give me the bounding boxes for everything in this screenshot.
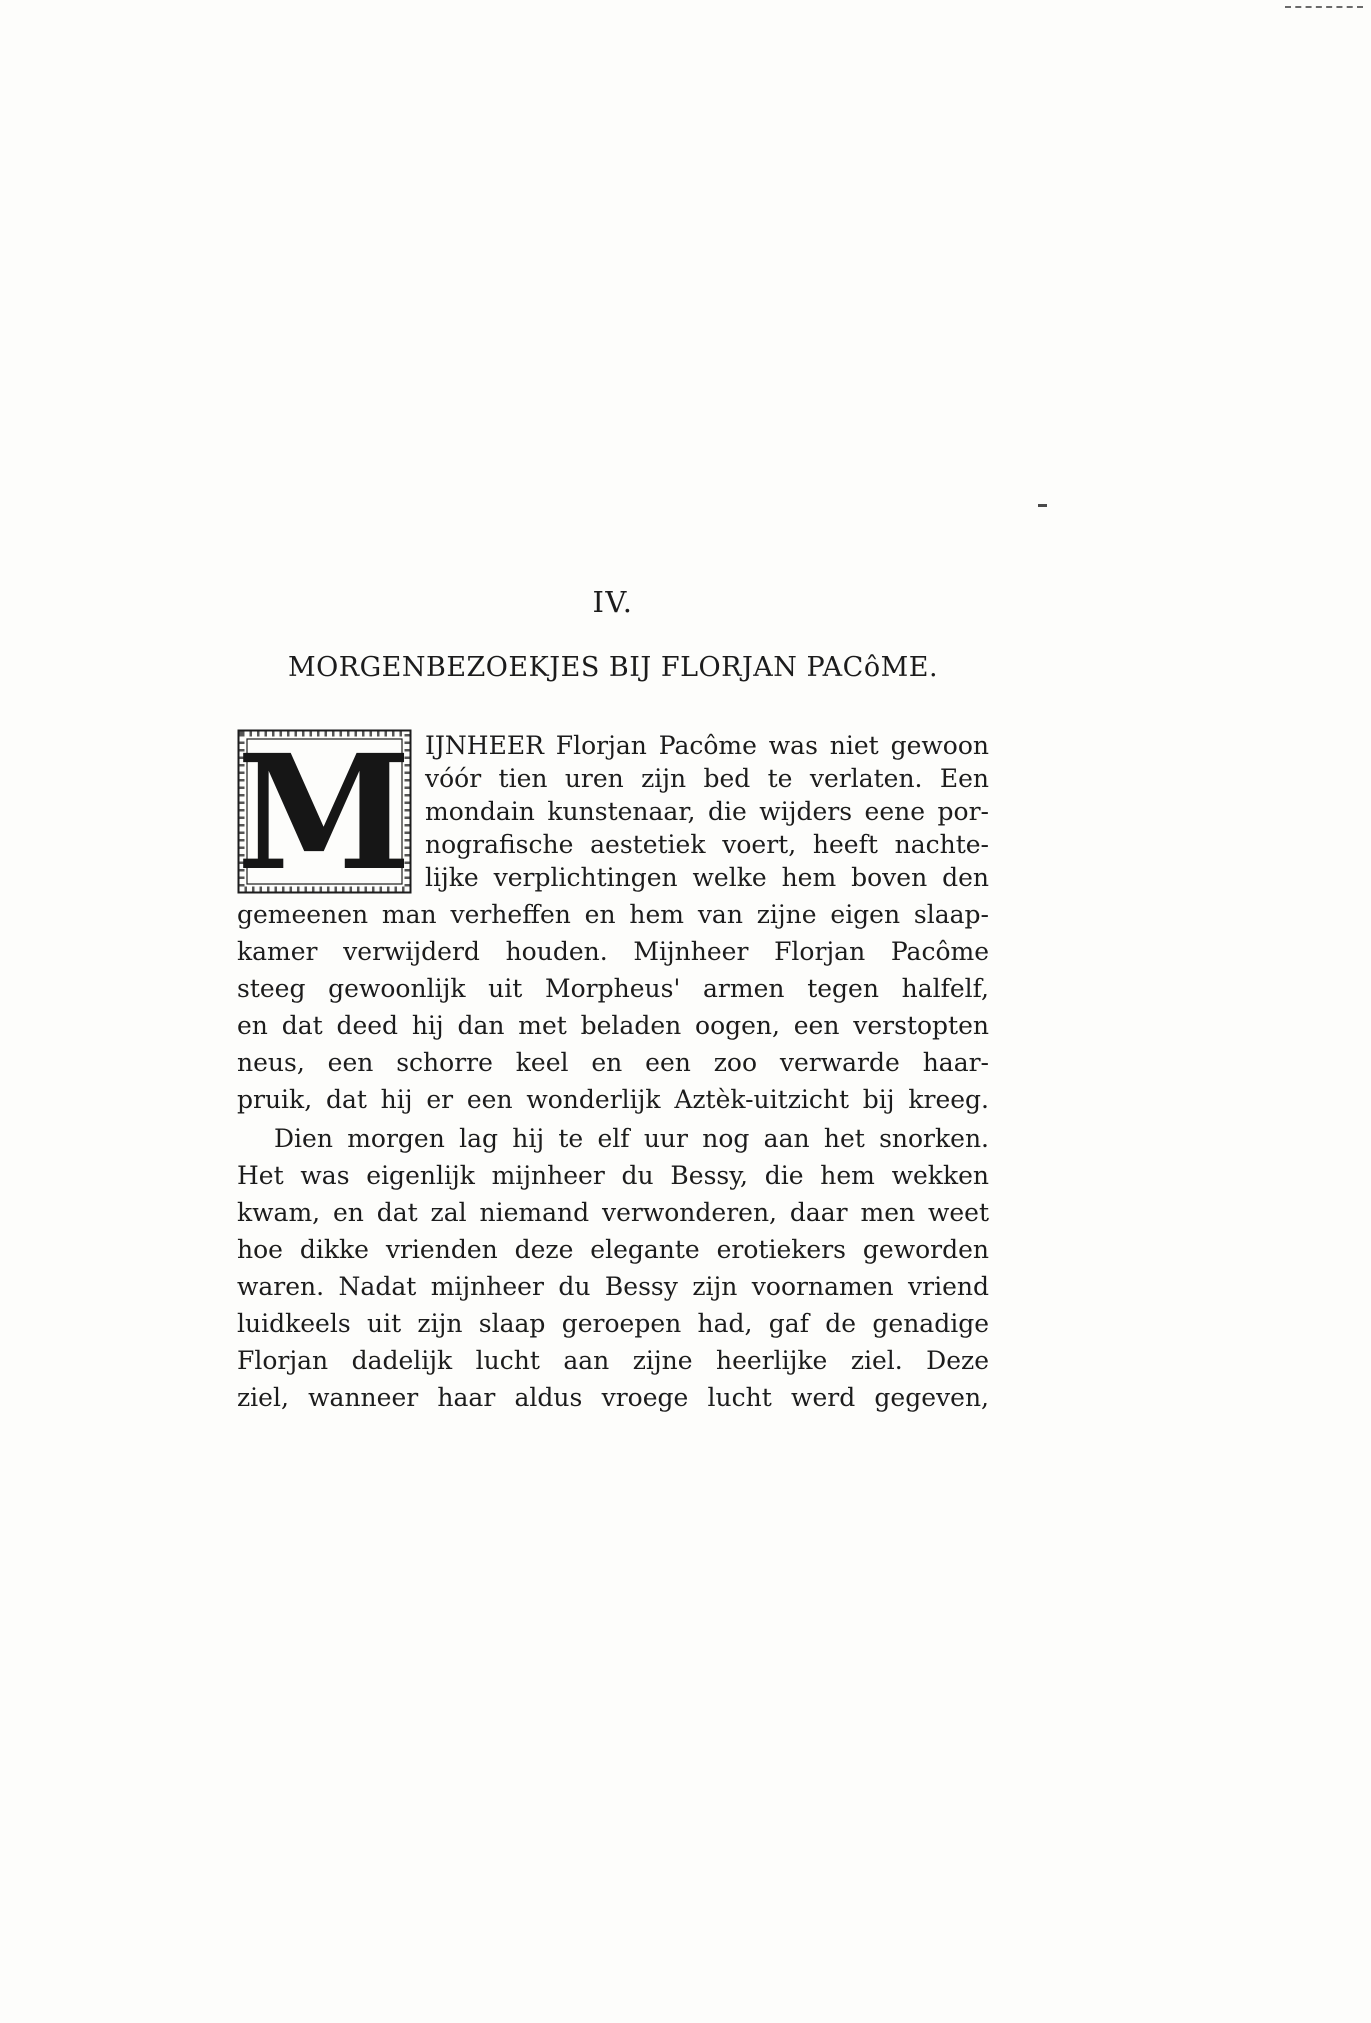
text-line: kwam, en dat zal niemand verwonderen, daar men weet [237, 1198, 989, 1227]
text-line: vóór tien uren zijn bed te verlaten. Een [425, 764, 989, 793]
scan-artifact-top-right [1285, 6, 1363, 8]
drop-cap-frame-icon [237, 729, 412, 894]
text-line: kamer verwijderd houden. Mijnheer Florjan Pacôme [237, 937, 989, 966]
chapter-number: IV. [592, 585, 634, 619]
text-line: IJNHEER Florjan Pacôme was niet gewoon [425, 731, 989, 760]
paragraph-2 [237, 1120, 989, 1416]
text-line: Dien morgen lag hij te elf uur nog aan het snorken. [274, 1124, 989, 1153]
text-line: hoe dikke vrienden deze elegante erotiekers geworden [237, 1235, 989, 1264]
chapter-title: MORGENBEZOEKJES BIJ FLORJAN PACôME. [287, 652, 939, 683]
text-line: nografische aestetiek voert, heeft nachte- [425, 830, 989, 859]
text-line: waren. Nadat mijnheer du Bessy zijn voornamen vriend [237, 1272, 989, 1301]
paragraph-1-continuation [237, 896, 989, 1118]
text-line: lijke verplichtingen welke hem boven den [425, 863, 989, 892]
drop-cap-letter: M [237, 729, 412, 894]
text-line: steeg gewoonlijk uit Morpheus' armen tegen halfelf, [237, 974, 989, 1003]
text-line: luidkeels uit zijn slaap geroepen had, gaf de genadige [237, 1309, 989, 1338]
opening-paragraph-lines [425, 729, 989, 894]
scan-artifact-right-edge [1038, 504, 1047, 507]
text-line: gemeenen man verheffen en hem van zijne eigen slaap- [237, 900, 989, 929]
text-line: mondain kunstenaar, die wijders eene por- [425, 797, 989, 826]
page-content [237, 585, 989, 1416]
text-line: Florjan dadelijk lucht aan zijne heerlijke ziel. Deze [237, 1346, 989, 1375]
opening-paragraph [237, 729, 989, 894]
text-line: ziel, wanneer haar aldus vroege lucht werd gegeven, [237, 1383, 989, 1412]
drop-cap-ornament [237, 729, 412, 894]
text-line: Het was eigenlijk mijnheer du Bessy, die hem wekken [237, 1161, 989, 1190]
text-line: neus, een schorre keel en een zoo verwarde haar- [237, 1048, 989, 1077]
text-line: en dat deed hij dan met beladen oogen, een verstopten [237, 1011, 989, 1040]
text-line: pruik, dat hij er een wonderlijk Aztèk-uitzicht bij kreeg. [237, 1085, 989, 1114]
